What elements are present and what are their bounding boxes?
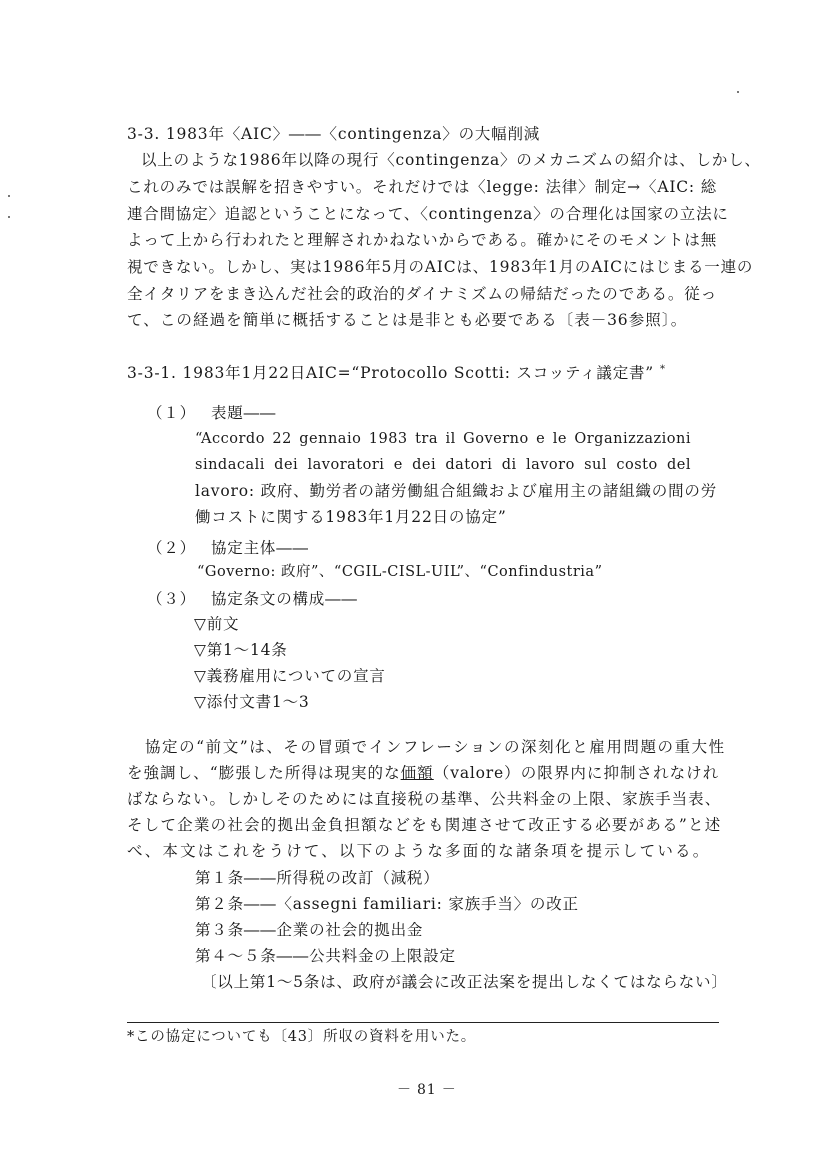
structure-list-item: ▽前文 [194,615,240,633]
intro-line: 全イタリアをまき込んだ社会的政治的ダイナミズムの帰結だったのである。従っ [127,285,717,303]
body-text: （valore）の限界内に抑制されなけれ [433,764,719,782]
scan-speck [737,91,739,93]
article-item: 第１条――所得税の改訂（減税） [195,869,440,887]
footnote-rule [127,1022,719,1023]
subsection-heading [127,360,666,383]
structure-list-item: ▽義務雇用についての宣言 [194,667,386,685]
scan-speck [8,195,10,197]
article-item: 第３条――企業の社会的拠出金 [195,921,424,939]
section-heading: 3-3. 1983年〈AIC〉――〈contingenza〉の大幅削減 [127,125,541,143]
item3-number: （３） [147,590,196,608]
body-line [127,763,719,783]
footnote: *この協定についても〔43〕所収の資料を用いた。 [127,1029,477,1045]
article-note: 〔以上第1～5条は、政府が議会に改正法案を提出しなくてはならない〕 [201,973,728,991]
body-line: べ、本文はこれをうけて、以下のような多面的な諸条項を提示している。 [127,842,709,860]
intro-line: これのみでは誤解を招きやすい。それだけでは〈legge: 法律〉制定→〈AIC: 総 [127,178,717,196]
item1-number: （１） [147,404,196,422]
item3-label: 協定条文の構成―― [211,590,358,608]
body-line: そして企業の社会的拠出金負担額などをも関連させて改正する必要がある”と述 [127,816,721,834]
body-line: 協定の“前文”は、その冒頭でインフレーションの深刻化と雇用問題の重大性 [145,738,725,756]
footnote-marker: * [660,364,666,375]
item1-line: 働コストに関する1983年1月22日の協定” [195,508,507,526]
article-item: 第４～５条――公共料金の上限設定 [195,947,456,965]
structure-list-item: ▽添付文書1～3 [194,693,310,711]
body-text: を強調し、“膨張した所得は現実的な [127,764,401,782]
scan-speck [8,216,10,218]
structure-list-item: ▽第1～14条 [194,641,288,659]
intro-line: 以上のような1986年以降の現行〈contingenza〉のメカニズムの紹介は、しかし、 [141,151,761,169]
item2-line: “Governo: 政府”、“CGIL-CISL-UIL”、“Confindustria” [197,564,603,580]
item1-line: “Accordo 22 gennaio 1983 tra il Governo e le Organizzazioni [195,431,691,447]
body-line: ばならない。しかしそのためには直接税の基準、公共料金の上限、家族手当表、 [127,790,721,808]
page-number: － 81 － [397,1082,457,1098]
intro-line: て、この経過を簡単に概括することは是非とも必要である〔表－36参照〕。 [127,311,687,329]
article-item: 第２条――〈assegni familiari: 家族手当〉の改正 [195,895,579,913]
underlined-term: 価額 [400,764,434,782]
item1-label: 表題―― [211,404,277,422]
intro-line: よって上から行われたと理解されかねないからである。確かにそのモメントは無 [127,231,717,249]
item1-line: lavoro: 政府、勤労者の諸労働組合組織および雇用主の諸組織の間の労 [195,482,717,500]
intro-line: 連合間協定〉追認ということになって、〈contingenza〉の合理化は国家の立法に [127,205,729,223]
item2-number: （２） [147,539,196,557]
item1-line: sindacali dei lavoratori e dei datori di lavoro sul costo del [195,457,691,473]
subsection-heading-text: 3-3-1. 1983年1月22日AIC=“Protocollo Scotti: スコッティ議定書” [127,364,655,383]
item2-label: 協定主体―― [211,539,309,557]
intro-line: 視できない。しかし、実は1986年5月のAICは、1983年1月のAICにはじまる一連の [127,258,754,276]
